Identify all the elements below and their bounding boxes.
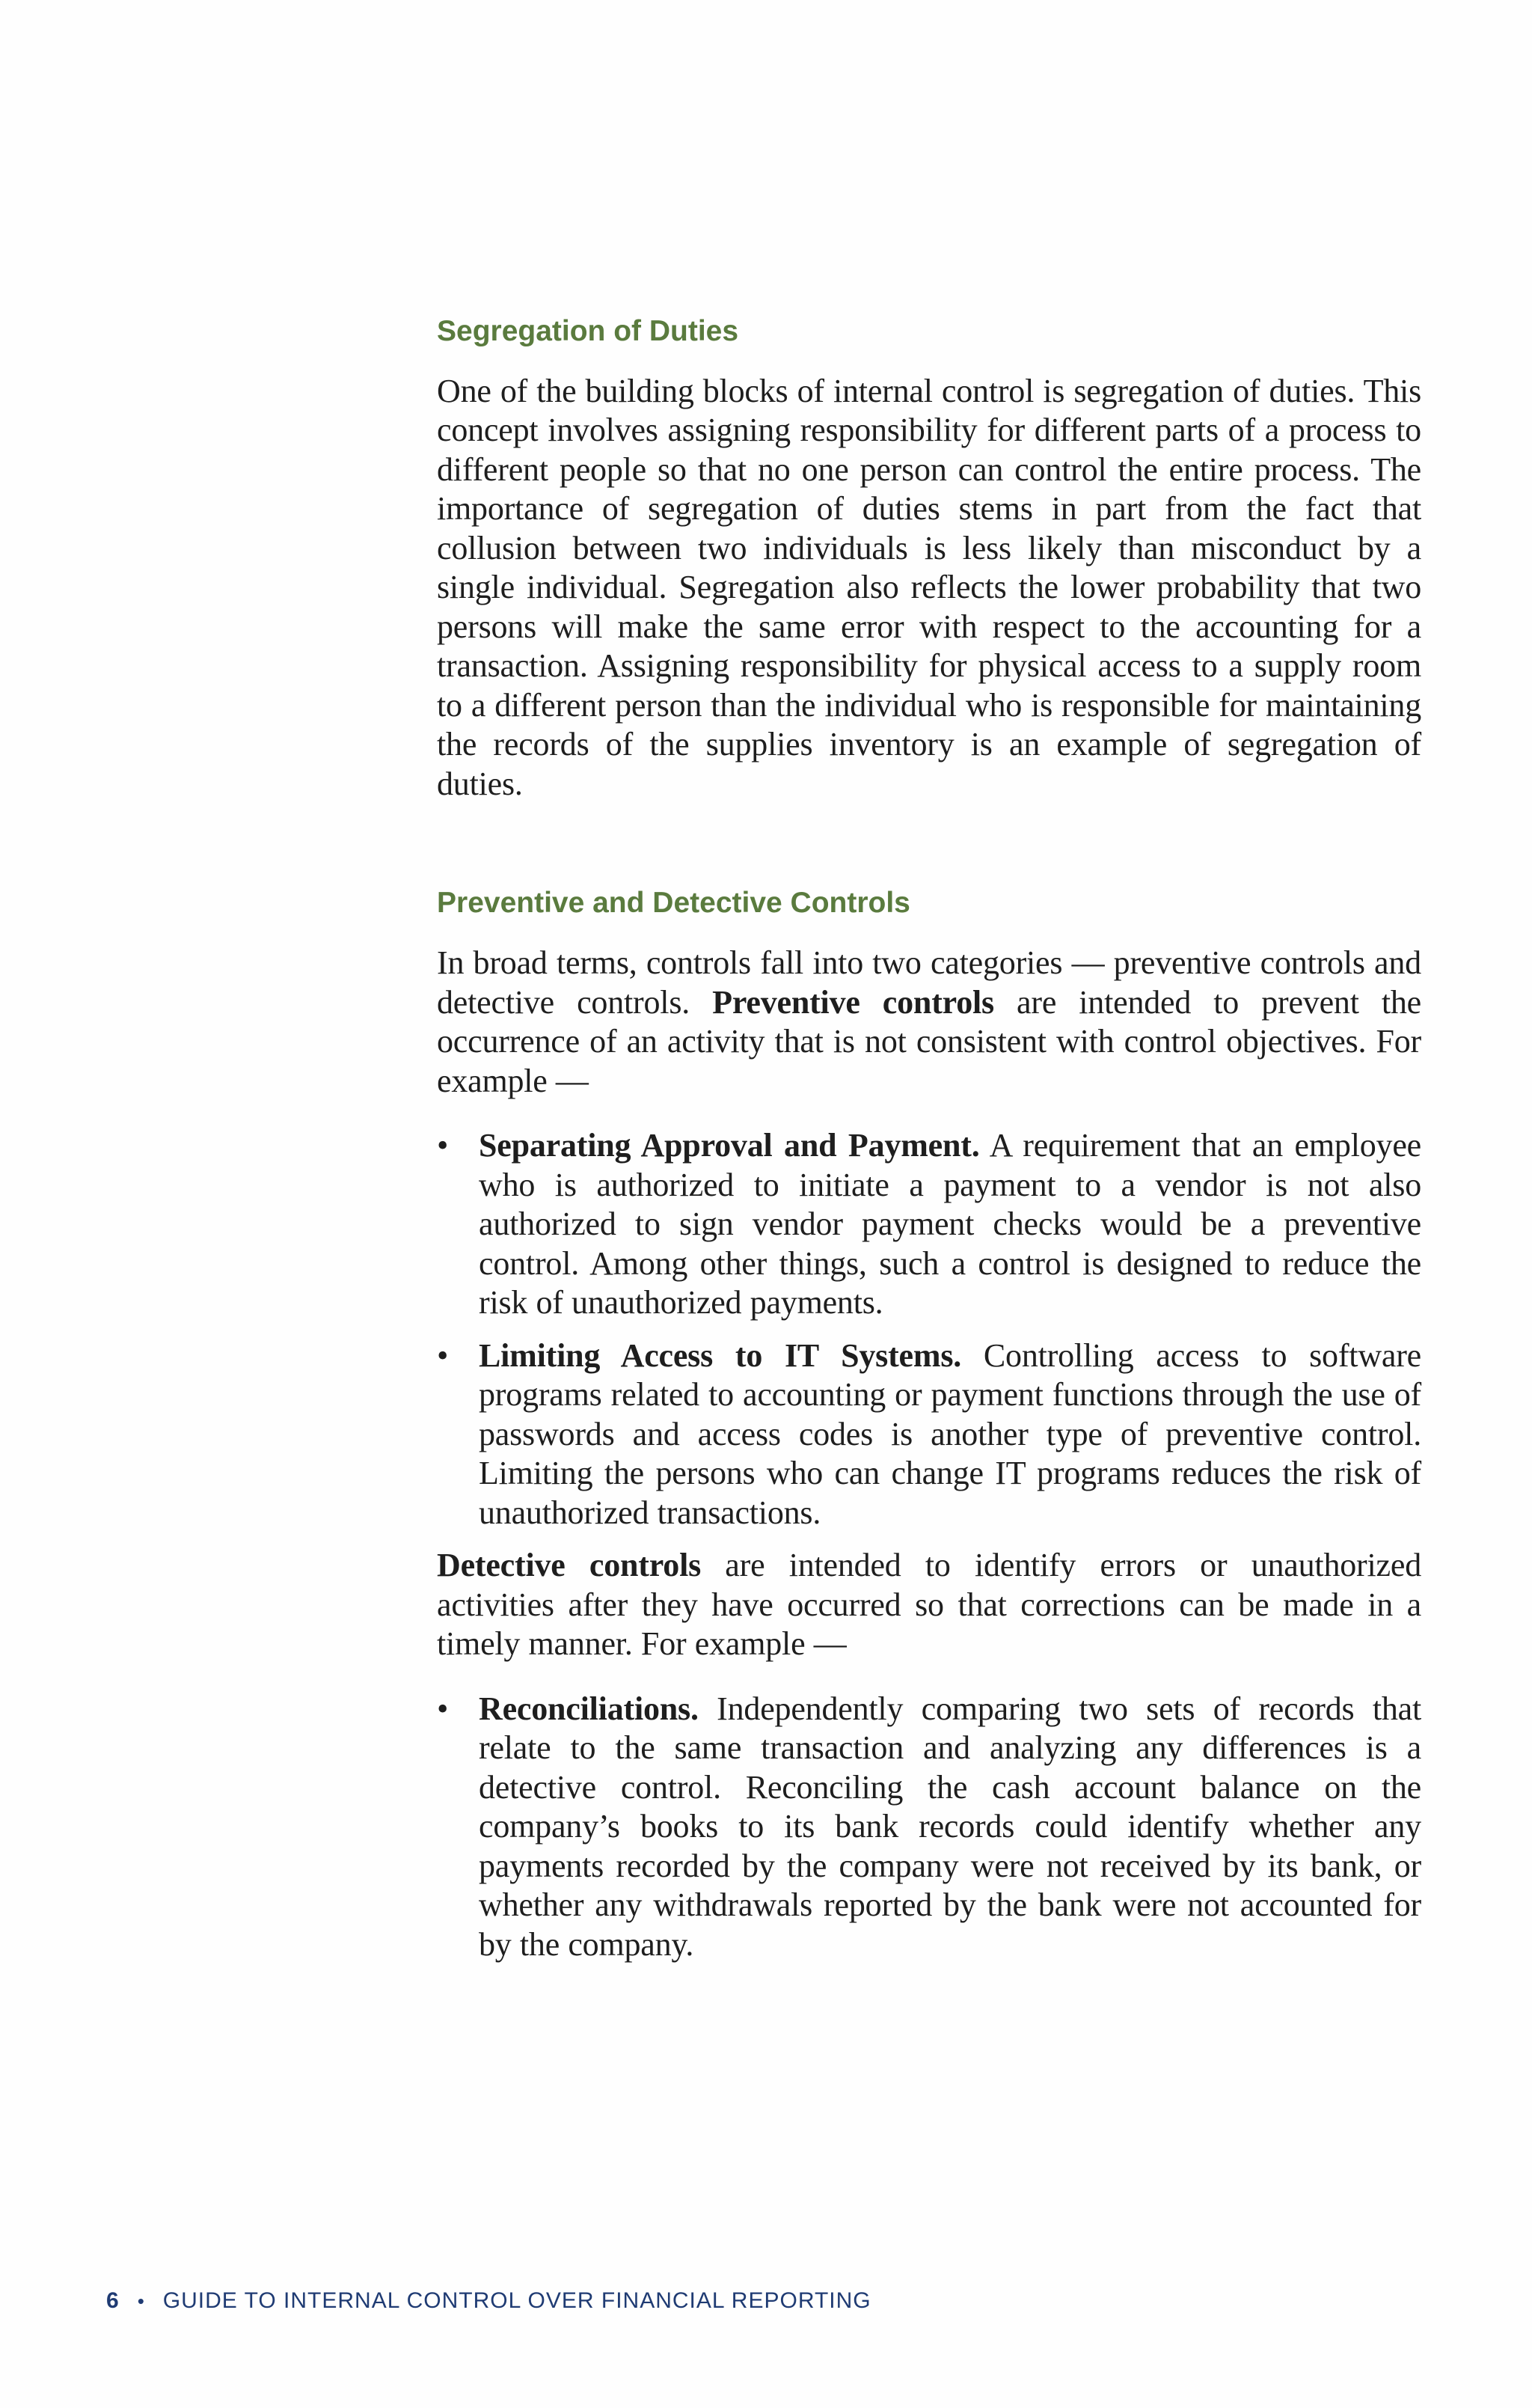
list-item-body: A requirement that an employee who is authorized to initiate a payment to a vendor is not also authorized to sign vendor payment checks would be a preventive control. Among other things, such a control is designed to reduce the risk of unauthorized payments. [479,1127,1421,1321]
bullet-icon: • [437,1690,449,1727]
bullet-icon: • [437,1336,449,1374]
page-footer [106,2288,871,2314]
section-preventive-detective-controls [437,886,1421,1964]
page-number: 6 [106,2288,120,2313]
section-paragraph: One of the building blocks of internal control is segregation of duties. This concept involves assigning responsibility for different parts of a process to different people so that no one person can control the entire process. The importance of segregation of duties stems in part from the fact that collusion between two individuals is less likely than misconduct by a single individual. Segregation also reflects the lower probability that two persons will make the same error with respect to the accounting for a transaction. Assigning responsibility for physical access to a supply room to a different person than the individual who is responsible for maintaining the records of the supplies inventory is an example of segregation of duties. [437,372,1421,802]
section-heading: Segregation of Duties [437,315,739,347]
list-item-body: Controlling access to software programs related to accounting or payment functions through the use of passwords and access codes is another type of preventive control. Limiting the persons who can change IT programs reduces the risk of unauthorized transactions. [479,1336,1421,1531]
intro-paragraph [437,944,1421,1101]
term-detective-controls: Detective controls [437,1547,702,1584]
section-heading: Preventive and Detective Controls [437,887,910,920]
detective-paragraph [437,1546,1421,1664]
list-item [437,1690,1421,1965]
preventive-controls-list [437,1126,1421,1532]
list-item-text [479,1690,1421,1965]
list-item-body: Independently comparing two sets of records that relate to the same transaction and analyzing any differences is a detective control. Reconciling the cash account balance on the company’s books to its bank records could identify whether any payments recorded by the company were not received by its bank, or whether any withdrawals reported by the bank were not accounted for by the company. [479,1690,1421,1963]
list-item-lead: Limiting Access to IT Systems. [479,1336,962,1374]
list-item [437,1126,1421,1323]
detective-text: are intended to identify errors or unauthorized activities after they have occurred so that corrections can be made in a timely manner. For example — [437,1547,1421,1663]
list-item-lead: Reconciliations. [479,1690,699,1727]
list-item-text [479,1126,1421,1323]
term-preventive-controls: Preventive controls [712,983,994,1021]
list-item [437,1336,1421,1533]
detective-controls-list [437,1690,1421,1965]
footer-title: GUIDE TO INTERNAL CONTROL OVER FINANCIAL REPORTING [162,2288,871,2313]
intro-text: In broad terms, controls fall into two categories — preventive controls and detective controls. [437,944,1421,1021]
list-item-lead: Separating Approval and Payment. [479,1127,980,1164]
page-content [437,314,1421,1978]
list-item-text [479,1336,1421,1533]
bullet-icon: • [437,1127,449,1164]
section-segregation-of-duties [437,314,1421,804]
intro-text: are intended to prevent the occurrence of an activity that is not consistent with control objectives. For example — [437,983,1421,1099]
footer-separator: • [137,2290,145,2312]
